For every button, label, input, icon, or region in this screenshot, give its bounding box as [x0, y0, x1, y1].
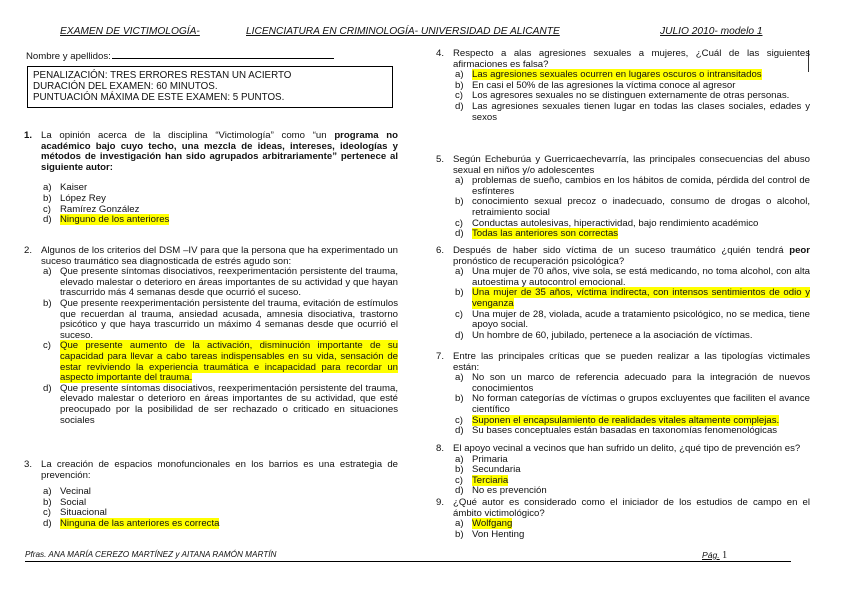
option-b: b) López Rey — [43, 192, 106, 204]
rules-box — [27, 66, 393, 108]
footer-authors: Pfras. ANA MARÍA CEREZO MARTÍNEZ y AITANA RAMÓN MARTÍN — [25, 550, 277, 559]
option-c: c) Los agresores sexuales no se distinguen externamente de otras personas. — [455, 90, 790, 102]
option-b: b) conocimiento sexual precoz o inadecuado, consumo de drogas o alcohol, retraimiento social — [455, 196, 810, 218]
option-d: d) Ninguno de los anteriores — [43, 214, 170, 226]
option-c: c) Ramírez González — [43, 203, 140, 215]
question-text — [41, 131, 398, 173]
option-c: c) Terciaria — [455, 474, 509, 486]
rule-duration: DURACIÓN DEL EXAMEN: 60 MINUTOS. — [33, 81, 218, 92]
option-d: d) Las agresiones sexuales tienen lugar en todas las clases sociales, edades y sexos — [455, 100, 810, 123]
question-number: 2. — [24, 245, 33, 256]
option-a: a) Vecinal — [43, 486, 91, 498]
option-d: d) Todas las anteriores son correctas — [455, 228, 619, 240]
question-8 — [436, 444, 810, 497]
question-text: Respecto a alas agresiones sexuales a mujeres, ¿Cuál de las siguientes afirmaciones es falsa? — [453, 48, 810, 70]
question-text: La creación de espacios monofuncionales en los barrios es una estrategia de prevención: — [41, 459, 398, 481]
options — [436, 176, 810, 240]
question-text: El apoyo vecinal a vecinos que han sufrido un delito, ¿qué tipo de prevención es? — [453, 443, 801, 454]
option-c: c) Conductas autolesivas, hiperactividad, bajo rendimiento académico — [455, 217, 759, 229]
question-text: ¿Qué autor es considerado como el iniciador de los estudios de campo en el ámbito victimológico? — [453, 497, 810, 519]
question-1 — [24, 131, 398, 226]
option-b: b) Una mujer de 35 años, víctima indirecta, con intensos sentimientos de odio y venganza — [455, 287, 810, 309]
rule-score: PUNTUACIÓN MÁXIMA DE ESTE EXAMEN: 5 PUNTOS. — [33, 92, 285, 103]
highlighted-answer: Terciaria — [472, 474, 509, 486]
option-d: d) Que presente síntomas disociativos, reexperimentación persistente del trauma, elevado malestar o deterioro en áreas importantes de su actividad, que esté preocupado por la posibilidad de ser rechazado o criticado en situaciones sociales — [43, 382, 398, 426]
question-7 — [436, 352, 810, 437]
option-a: a) Las agresiones sexuales ocurren en lugares oscuros o intransitados — [455, 69, 762, 81]
question-4 — [436, 49, 810, 123]
option-a: a) Primaria — [455, 453, 508, 465]
highlighted-answer: Las agresiones sexuales ocurren en lugares oscuros o intransitados — [472, 69, 762, 81]
highlighted-answer: Una mujer de 35 años, víctima indirecta, con intensos sentimientos de odio y venganza — [472, 287, 810, 309]
option-b: b) En casi el 50% de las agresiones la víctima conoce al agresor — [455, 79, 736, 91]
option-c: c) Una mujer de 28, violada, acude a tratamiento psicológico, no se medica, tiene apoyo social. — [455, 308, 810, 331]
highlighted-answer: Que presente aumento de la activación, disminución importante de su capacidad para llevar a cabo tareas indispensables en su vida, sensación de estar reviviendo la experiencia traumática e incapacidad para recordar un aspecto importante del trauma. — [60, 340, 398, 384]
name-line — [112, 49, 334, 59]
options — [436, 267, 810, 341]
option-a: a) Que presente síntomas disociativos, reexperimentación persistente del trauma, elevado malestar o deterioro en áreas importantes de su actividad y que hayan trascurrido más 4 semanas desde que ocurrió el suceso. — [43, 266, 398, 299]
footer-rule — [25, 561, 791, 562]
options — [24, 267, 398, 426]
exam-date: JULIO 2010- modelo 1 — [660, 26, 763, 37]
highlighted-answer: Wolfgang — [472, 518, 513, 530]
question-text-pre: La opinión acerca de la disciplina “Victimología” como “un — [41, 130, 335, 141]
options — [436, 519, 810, 540]
question-number: 3. — [24, 459, 33, 470]
name-label: Nombre y apellidos: — [26, 51, 111, 62]
question-3 — [24, 460, 398, 530]
option-c: c) Situacional — [43, 507, 107, 519]
option-a: a) Una mujer de 70 años, vive sola, se está medicando, no toma alcohol, con alta autoestima y autocontrol emocional. — [455, 266, 810, 288]
highlighted-answer: Todas las anteriores son correctas — [472, 228, 619, 240]
page-num: 1 — [722, 550, 728, 561]
question-5 — [436, 155, 810, 240]
question-text: Entre las principales críticas que se pueden realizar a las tipologías victimales están: — [453, 351, 810, 373]
option-b: b) Secundaria — [455, 464, 521, 476]
rule-penalty: PENALIZACIÓN: TRES ERRORES RESTAN UN ACIERTO — [33, 70, 292, 81]
question-number: 8. — [436, 443, 445, 454]
option-d: d) No es prevención — [455, 485, 547, 497]
option-b: b) Que presente reexperimentación persistente del trauma, evitación de estímulos que recuerdan al trauma, ansiedad acusada, amnesia disociativa, trastorno psicótico y que haya trascurrido un máximo 4 semanas desde que ocurrió el suceso. — [43, 297, 398, 341]
option-c: c) Suponen el encapsulamiento de realidades vitales altamente complejas. — [455, 414, 780, 426]
question-9 — [436, 498, 810, 540]
degree-title: LICENCIATURA EN CRIMINOLOGÍA- UNIVERSIDAD DE ALICANTE — [246, 26, 560, 37]
options — [436, 373, 810, 437]
question-text — [453, 246, 810, 267]
options — [24, 183, 398, 225]
question-number: 5. — [436, 154, 445, 165]
highlighted-answer: Ninguna de las anteriores es correcta — [60, 517, 220, 529]
highlighted-answer: Ninguno de los anteriores — [60, 214, 170, 226]
options — [24, 487, 398, 529]
question-6 — [436, 246, 810, 341]
options — [436, 455, 810, 497]
option-d: d) Un hombre de 60, jubilado, pertenece a la asociación de víctimas. — [455, 329, 753, 341]
option-a: a) Kaiser — [43, 182, 88, 194]
option-d: d) Ninguna de las anteriores es correcta — [43, 517, 220, 529]
option-b: b) Von Henting — [455, 528, 525, 540]
question-number: 9. — [436, 497, 445, 508]
option-d: d) Su bases conceptuales están basadas en taxonomías fenomenológicas — [455, 425, 778, 437]
question-2 — [24, 246, 398, 426]
page-number — [702, 550, 727, 562]
option-c: c) Que presente aumento de la activación, disminución importante de su capacidad para llevar a cabo tareas indispensables en su vida, sensación de estar reviviendo la experiencia traumática e incapacidad para recordar un aspecto importante del trauma. — [43, 340, 398, 384]
exam-title: EXAMEN DE VICTIMOLOGÍA- — [60, 26, 200, 37]
question-text-post: pronóstico de recuperación psicológica? — [453, 255, 625, 267]
question-text: Algunos de los criterios del DSM –IV para que la persona que ha experimentado un suceso traumático sea diagnosticada de estrés agudo son: — [41, 245, 398, 267]
question-text-bold: programa no académico bajo cuyo techo, una mezcla de ideas, intereses, ideologías y métodos de investigación han sido agrupados arbitrariamente” pertenece al siguiente autor: — [41, 130, 399, 173]
options — [436, 70, 810, 123]
question-text-bold: peor — [789, 245, 810, 256]
option-a: a) problemas de sueño, cambios en los hábitos de comida, pérdida del control de esfínteres — [455, 175, 810, 197]
question-text: Según Echeburúa y Guerricaechevarría, las principales consecuencias del abuso sexual en niños y/o adolescentes — [453, 154, 810, 176]
highlighted-answer: Suponen el encapsulamiento de realidades vitales altamente complejas. — [472, 414, 780, 426]
question-text-pre: Después de haber sido víctima de un suceso traumático ¿quién tendrá — [453, 245, 790, 256]
question-number: 6. — [436, 245, 445, 256]
question-number: 1. — [24, 130, 33, 141]
page-label: Pág. — [702, 550, 720, 560]
option-a: a) Wolfgang — [455, 518, 513, 530]
option-a: a) No son un marco de referencia adecuado para la integración de nuevos conocimientos — [455, 372, 810, 394]
name-field — [26, 49, 334, 63]
question-number: 4. — [436, 48, 445, 59]
option-b: b) Social — [43, 496, 87, 508]
question-number: 7. — [436, 351, 445, 362]
option-b: b) No forman categorías de víctimas o grupos excluyentes que faciliten el avance científico — [455, 393, 810, 415]
